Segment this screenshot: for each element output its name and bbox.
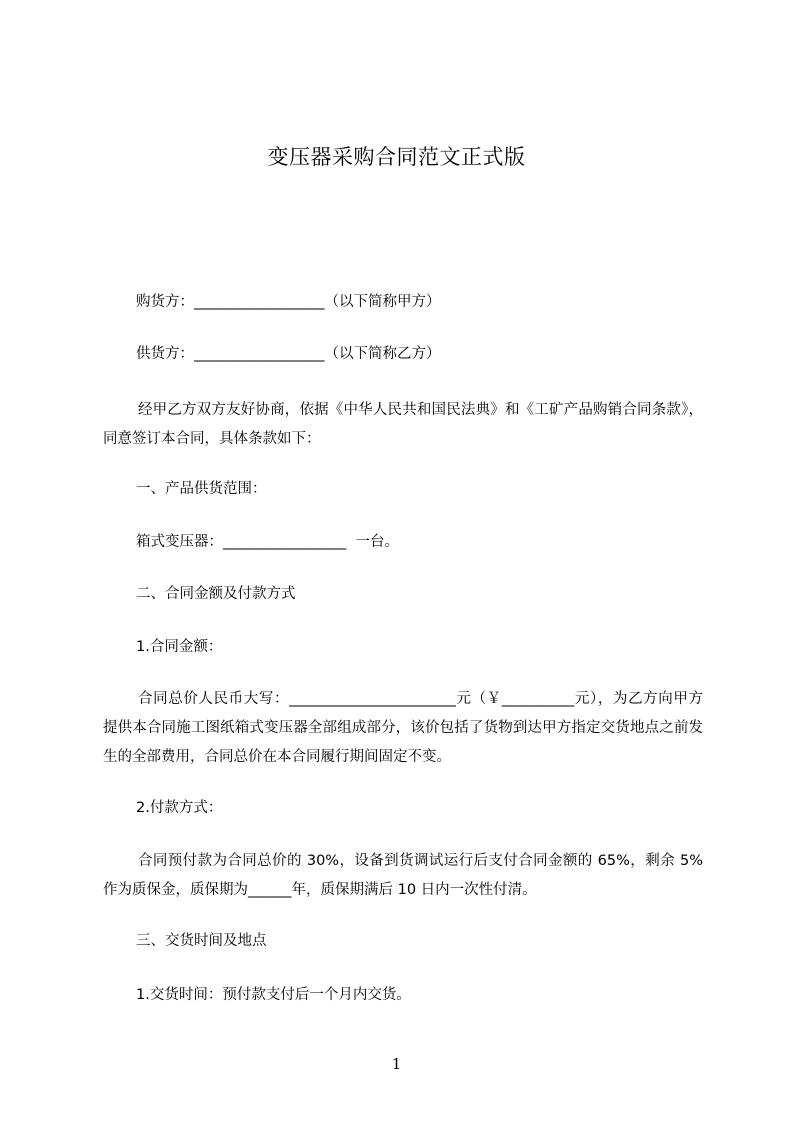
section2-paragraph2: 合同预付款为合同总价的 30%，设备到货调试运行后支付合同金额的 65%，剩余 5%作为质保金，质保期为______年，质保期满后 10 日内一次性付清。 xyxy=(103,853,703,898)
supplier-line: 供货方：__________________（以下简称乙方） xyxy=(136,346,441,362)
section2-heading: 二、合同金额及付款方式 xyxy=(136,586,296,602)
section3-sub1: 1.交货时间：预付款支付后一个月内交货。 xyxy=(136,987,411,1003)
intro-paragraph: 经甲乙方双方友好协商，依据《中华人民共和国民法典》和《工矿产品购销合同条款》，同意签订本合同，具体条款如下： xyxy=(103,402,703,447)
section2-sub2: 2.付款方式： xyxy=(136,800,223,816)
buyer-line: 购货方：__________________（以下简称甲方） xyxy=(136,294,441,310)
document-title: 变压器采购合同范文正式版 xyxy=(267,145,526,169)
section2-sub1: 1.合同金额： xyxy=(136,639,223,655)
page-number: 1 xyxy=(391,1055,402,1073)
section3-heading: 三、交货时间及地点 xyxy=(136,933,267,949)
section2-paragraph1: 合同总价人民币大写：_______________________元（￥__________元），为乙方向甲方提供本合同施工图纸箱式变压器全部组成部分，该价包括了货物到达甲方指定交货地点之前发生的全部费用，合同总价在本合同履行期间固定不变。 xyxy=(103,691,703,765)
section1-heading: 一、产品供货范围： xyxy=(136,481,267,497)
section1-item: 箱式变压器：_________________ 一台。 xyxy=(136,534,399,550)
